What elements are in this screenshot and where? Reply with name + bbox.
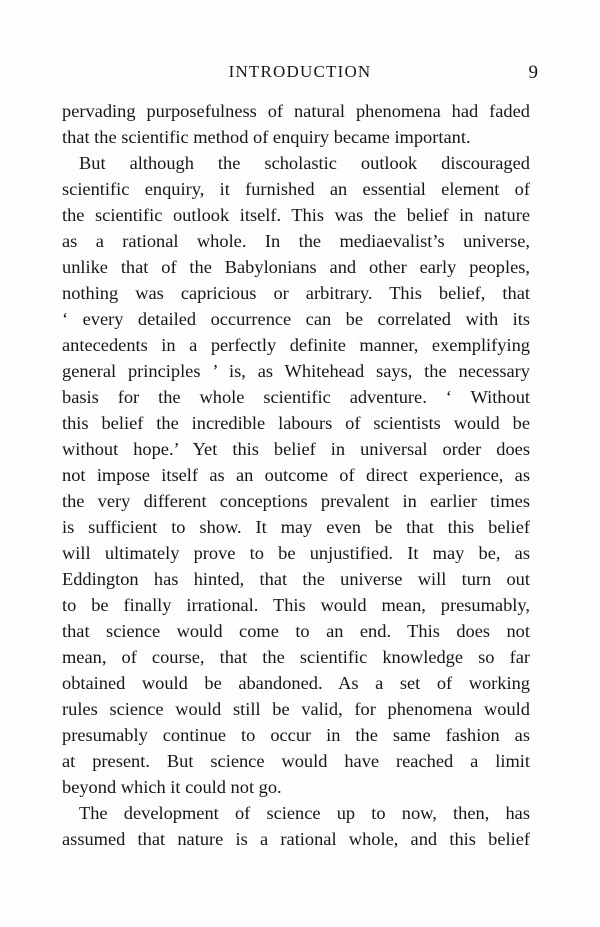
text-line: antecedents in a perfectly definite manner, exemplifying: [62, 335, 530, 355]
text-line: will ultimately prove to be unjustified. It may be, as: [62, 543, 530, 563]
text-line: the very different conceptions prevalent in earlier times: [62, 491, 530, 511]
running-title: INTRODUCTION: [228, 62, 372, 81]
text-line: presumably continue to occur in the same fashion as: [62, 725, 530, 745]
text-line: But although the scholastic outlook discouraged: [79, 153, 530, 173]
text-line: at present. But science would have reached a limit: [62, 751, 530, 771]
text-line: that the scientific method of enquiry became important.: [62, 127, 471, 147]
text-line: nothing was capricious or arbitrary. This belief, that: [62, 283, 530, 303]
text-line: Eddington has hinted, that the universe will turn out: [62, 569, 530, 589]
text-line: to be finally irrational. This would mean, presumably,: [62, 595, 530, 615]
text-line: not impose itself as an outcome of direct experience, as: [62, 465, 530, 485]
text-line: rules science would still be valid, for phenomena would: [62, 699, 530, 719]
text-line: as a rational whole. In the mediaevalist’s universe,: [62, 231, 530, 251]
text-line: without hope.’ Yet this belief in universal order does: [62, 439, 530, 459]
text-line: mean, of course, that the scientific knowledge so far: [62, 647, 530, 667]
text-line: scientific enquiry, it furnished an essential element of: [62, 179, 530, 199]
text-line: is sufficient to show. It may even be that this belief: [62, 517, 530, 537]
text-line: general principles ’ is, as Whitehead says, the necessary: [62, 361, 530, 381]
text-line: this belief the incredible labours of scientists would be: [62, 413, 530, 433]
text-line: pervading purposefulness of natural phenomena had faded: [62, 101, 530, 121]
text-line: assumed that nature is a rational whole, and this belief: [62, 829, 530, 849]
running-head: [62, 62, 538, 86]
text-line: the scientific outlook itself. This was the belief in nature: [62, 205, 530, 225]
text-line: basis for the whole scientific adventure. ‘ Without: [62, 387, 530, 407]
text-line: beyond which it could not go.: [62, 777, 282, 797]
text-line: obtained would be abandoned. As a set of working: [62, 673, 530, 693]
page-number: 9: [528, 62, 538, 83]
text-line: unlike that of the Babylonians and other early peoples,: [62, 257, 530, 277]
text-line: that science would come to an end. This does not: [62, 621, 530, 641]
text-line: The development of science up to now, then, has: [79, 803, 530, 823]
text-line: ‘ every detailed occurrence can be correlated with its: [62, 309, 530, 329]
